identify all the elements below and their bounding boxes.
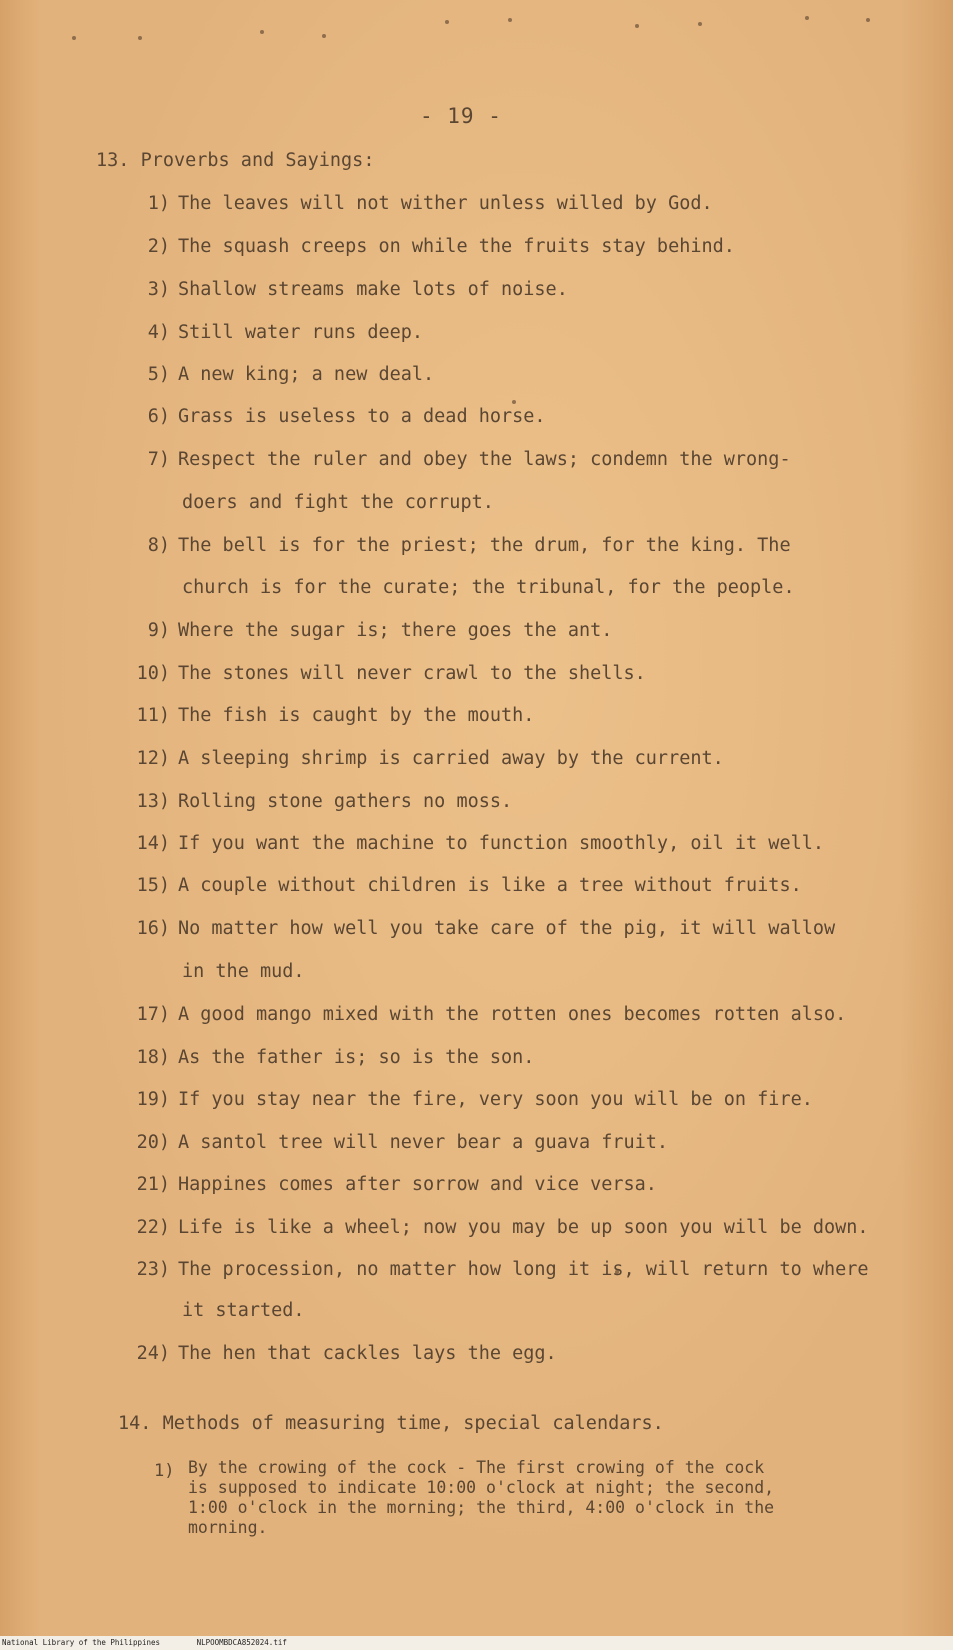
proverb-number: 11) (136, 705, 170, 726)
paper-speck (72, 36, 76, 40)
proverb-number: 5) (147, 364, 170, 385)
proverb-number: 6) (147, 406, 170, 427)
paper-speck (508, 18, 512, 22)
proverb-text: The hen that cackles lays the egg. (178, 1343, 557, 1364)
paper-speck (512, 400, 516, 404)
proverb-text: No matter how well you take care of the pig, it will wallow (178, 918, 836, 939)
proverb-number: 20) (136, 1132, 170, 1153)
proverb-text: Respect the ruler and obey the laws; condemn the wrong- (178, 449, 791, 470)
proverb-number: 21) (136, 1174, 170, 1195)
section-14-item-number: 1) (154, 1461, 175, 1481)
proverb-number: 8) (147, 535, 170, 556)
proverb-number: 1) (147, 193, 170, 214)
proverb-text: If you stay near the fire, very soon you will be on fire. (178, 1089, 813, 1110)
proverb-number: 22) (136, 1217, 170, 1238)
footer-library: National Library of the Philippines (2, 1638, 161, 1647)
proverb-text: The bell is for the priest; the drum, for the king. The (178, 535, 791, 556)
paper-speck (698, 22, 702, 26)
proverb-text: If you want the machine to function smoothly, oil it well. (178, 833, 825, 854)
section-14-heading (118, 1413, 664, 1434)
section-13-number: 13. (96, 150, 130, 171)
proverb-number: 12) (136, 748, 170, 769)
proverb-continuation: church is for the curate; the tribunal, for the people. (182, 577, 795, 598)
proverb-number: 17) (136, 1004, 170, 1025)
proverb-text: Grass is useless to a dead horse. (178, 406, 546, 427)
proverb-continuation: it started. (182, 1300, 305, 1321)
proverb-text: A sleeping shrimp is carried away by the current. (178, 748, 724, 769)
section-13-title: Proverbs and Sayings: (140, 150, 375, 171)
proverb-number: 4) (147, 322, 170, 343)
paper-speck (138, 36, 142, 40)
proverb-text: A santol tree will never bear a guava fruit. (178, 1132, 669, 1153)
proverb-continuation: doers and fight the corrupt. (182, 492, 494, 513)
proverb-number: 18) (136, 1047, 170, 1068)
proverb-text: A good mango mixed with the rotten ones becomes rotten also. (178, 1004, 847, 1025)
proverb-number: 14) (136, 833, 170, 854)
footer-file: NLPOOMBDCA852024.tif (196, 1638, 287, 1647)
proverb-text: As the father is; so is the son. (178, 1047, 535, 1068)
proverb-number: 2) (147, 236, 170, 257)
page-number: - 19 - (420, 104, 502, 128)
paper-speck (635, 24, 639, 28)
proverb-text: Shallow streams make lots of noise. (178, 279, 568, 300)
section-14-item-text: By the crowing of the cock - The first crowing of the cock is supposed to indicate 10:00 o'clock at night; the second, 1:00 o'clock in the morning; the third, 4:00 o'clock in the morning. (188, 1458, 775, 1537)
section-13-heading (96, 150, 374, 171)
proverb-number: 7) (147, 449, 170, 470)
section-14-title: Methods of measuring time, special calendars. (162, 1413, 664, 1434)
proverb-text: The fish is caught by the mouth. (178, 705, 535, 726)
proverb-number: 13) (136, 791, 170, 812)
proverb-text: Still water runs deep. (178, 322, 424, 343)
paper-speck (260, 30, 264, 34)
proverb-text: Happines comes after sorrow and vice versa. (178, 1174, 657, 1195)
proverb-text: The squash creeps on while the fruits stay behind. (178, 236, 735, 257)
proverb-text: Where the sugar is; there goes the ant. (178, 620, 613, 641)
proverb-text: The leaves will not wither unless willed by God. (178, 193, 713, 214)
proverb-number: 16) (136, 918, 170, 939)
scan-footer (0, 1636, 953, 1650)
paper-speck (322, 34, 326, 38)
proverb-text: A new king; a new deal. (178, 364, 435, 385)
proverb-number: 10) (136, 663, 170, 684)
proverb-number: 24) (136, 1343, 170, 1364)
proverb-number: 23) (136, 1259, 170, 1280)
proverb-text: Rolling stone gathers no moss. (178, 791, 513, 812)
paper-speck (445, 20, 449, 24)
paper-speck (805, 16, 809, 20)
proverb-text: The procession, no matter how long it is, will return to where (178, 1259, 869, 1280)
paper-speck (866, 18, 870, 22)
proverb-text: A couple without children is like a tree without fruits. (178, 875, 802, 896)
section-14-number: 14. (118, 1413, 152, 1434)
proverb-number: 19) (136, 1089, 170, 1110)
proverb-continuation: in the mud. (182, 961, 305, 982)
proverb-number: 9) (147, 620, 170, 641)
proverb-text: Life is like a wheel; now you may be up soon you will be down. (178, 1217, 869, 1238)
proverb-number: 15) (136, 875, 170, 896)
proverb-text: The stones will never crawl to the shells. (178, 663, 646, 684)
proverb-number: 3) (147, 279, 170, 300)
